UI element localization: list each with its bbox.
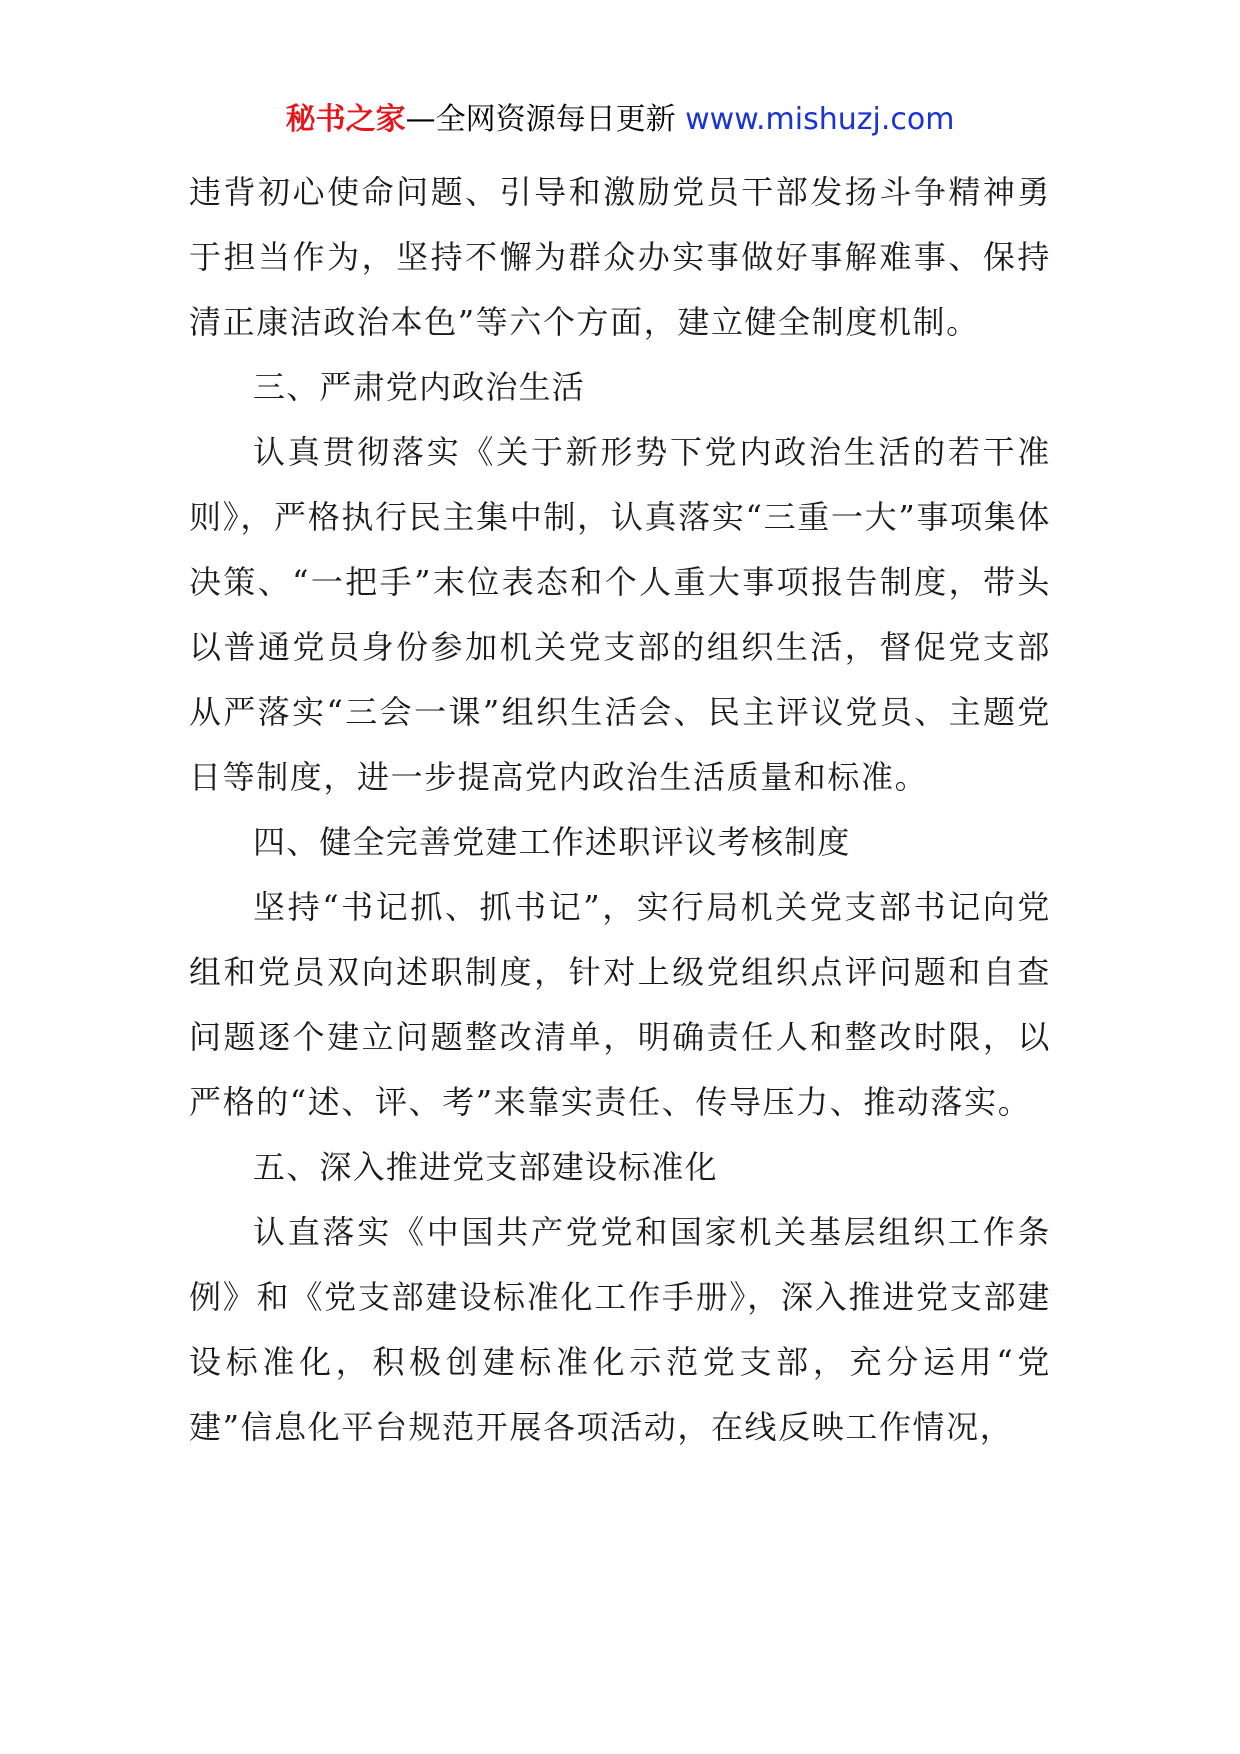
section-heading-3: 三、严肃党内政治生活 (253, 368, 586, 406)
paragraph-section-5: 认直落实《中国共产党党和国家机关基层组织工作条例》和《党支部建设标准化工作手册》，深入推进党支部建设标准化，积极创建标准化示范党支部，充分运用“党建”信息化平台规范开展各项活动，在线反映工作情况， (189, 1213, 1051, 1446)
paragraph-section-4: 坚持“书记抓、抓书记”，实行局机关党支部书记向党组和党员双向述职制度，针对上级党组织点评问题和自查问题逐个建立问题整改清单，明确责任人和整改时限，以严格的“述、评、考”来靠实责任、传导压力、推动落实。 (189, 888, 1051, 1121)
document-body (189, 160, 1051, 1460)
paragraph-section-3: 认真贯彻落实《关于新形势下党内政治生活的若干准则》，严格执行民主集中制，认真落实“三重一大”事项集体决策、“一把手”末位表态和个人重大事项报告制度，带头以普通党员身份参加机关党支部的组织生活，督促党支部从严落实“三会一课”组织生活会、民主评议党员、主题党日等制度，进一步提高党内政治生活质量和标准。 (189, 433, 1051, 796)
paragraph-continued: 违背初心使命问题、引导和激励党员干部发扬斗争精神勇于担当作为，坚持不懈为群众办实事做好事解难事、保持清正康洁政治本色”等六个方面，建立健全制度机制。 (189, 173, 1051, 341)
header-brand: 秘书之家 (285, 102, 406, 137)
page-header (0, 98, 1240, 142)
section-heading-5: 五、深入推进党支部建设标准化 (253, 1148, 718, 1186)
section-heading-4: 四、健全完善党建工作述职评议考核制度 (253, 823, 851, 861)
header-url-link[interactable]: www.mishuzj.com (685, 102, 955, 137)
header-tagline: —全网资源每日更新 (405, 102, 676, 137)
